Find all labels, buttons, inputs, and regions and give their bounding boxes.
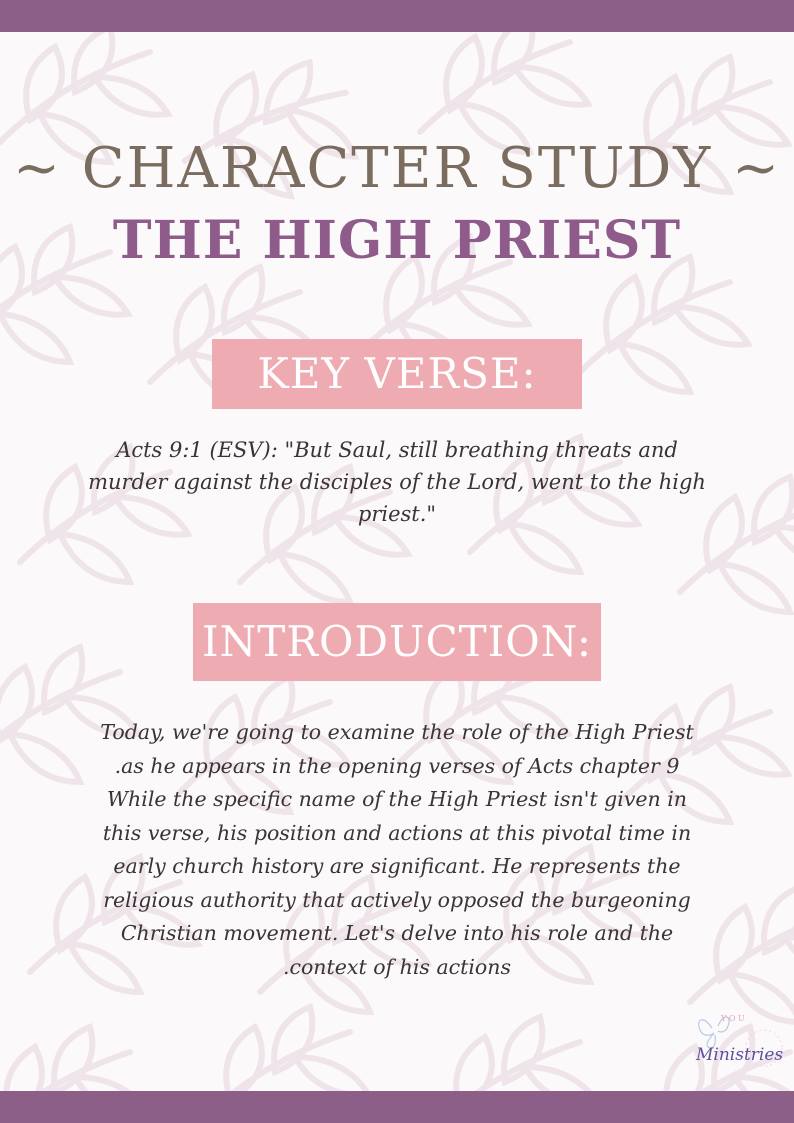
page-title: ~ CHARACTER STUDY ~ [13, 136, 781, 201]
introduction-line: While the specific name of the High Priest isn't given in [106, 787, 688, 811]
introduction-line: this verse, his position and actions at this pivotal time in [102, 820, 692, 845]
key-verse-line: murder against the disciples of the Lord, went to the high [88, 470, 706, 494]
page-subtitle: THE HIGH PRIEST [112, 210, 682, 271]
introduction-line: religious authority that actively opposed the burgeoning [103, 887, 691, 912]
logo-text: Ministries [696, 1045, 784, 1065]
ministries-logo [694, 1006, 786, 1076]
introduction-line: .context of his actions [282, 954, 512, 979]
introduction-label: INTRODUCTION: [193, 603, 601, 681]
key-verse-label: KEY VERSE: [212, 339, 582, 409]
key-verse-line: Acts 9:1 (ESV): "But Saul, still breathing threats and [116, 438, 678, 462]
key-verse-line: priest." [357, 502, 437, 526]
introduction-line: Christian movement. Let's delve into his role and the [120, 921, 674, 945]
introduction-text [50, 716, 744, 984]
key-verse-text [50, 434, 744, 530]
top-border-bar [0, 0, 794, 32]
introduction-line: .as he appears in the opening verses of Acts chapter 9 [114, 753, 680, 778]
introduction-line: Today, we're going to examine the role of the High Priest [100, 720, 694, 744]
introduction-line: early church history are significant. He represents the [113, 854, 681, 878]
logo-initial-y: Y O U [721, 1014, 745, 1023]
bottom-border-bar [0, 1091, 794, 1123]
